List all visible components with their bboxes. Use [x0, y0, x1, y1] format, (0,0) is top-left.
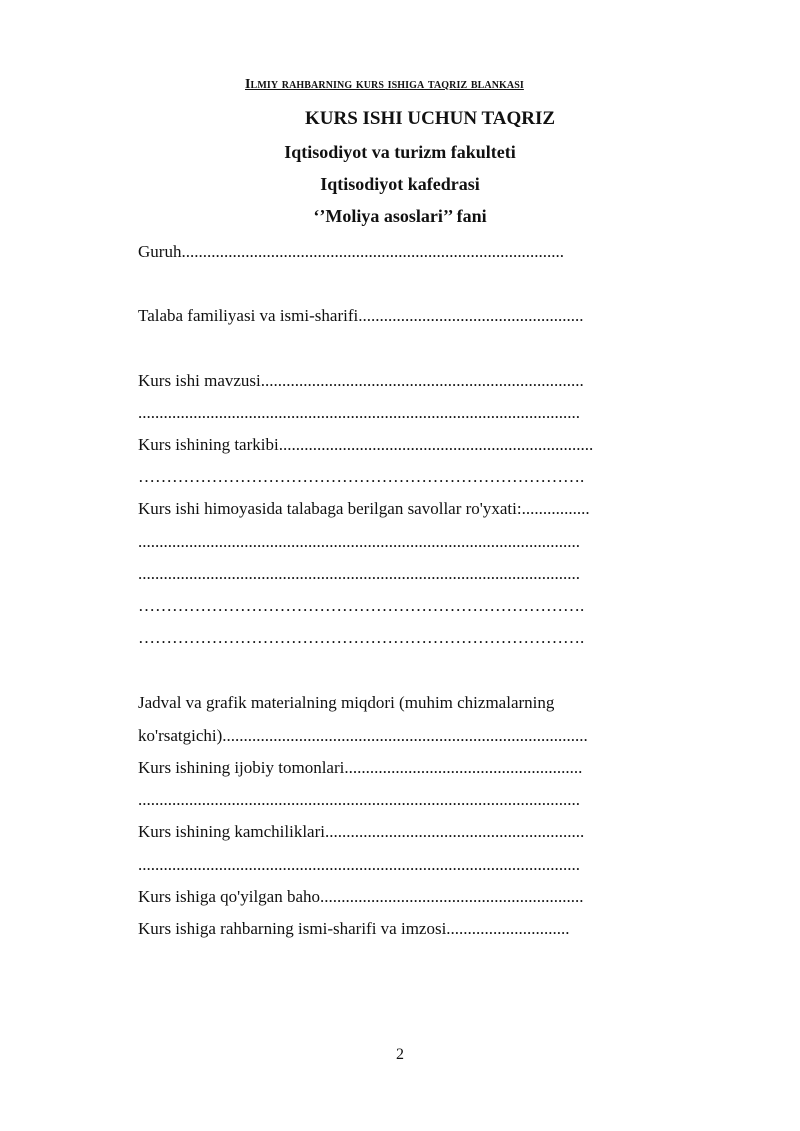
tables-field-cont: ko'rsatgichi)......................................................................................	[138, 726, 588, 745]
faculty-name: Iqtisodiyot va turizm fakulteti	[284, 142, 516, 162]
document-title: KURS ISHI UCHUN TAQRIZ	[304, 108, 556, 129]
topic-field: Kurs ishi mavzusi............................................................................	[138, 371, 584, 390]
group-field: Guruh..........................................................................................	[138, 242, 564, 261]
positive-continuation: ........................................................................................................	[138, 790, 580, 809]
topic-continuation: ........................................................................................................	[138, 403, 580, 422]
questions-line-3: …………………………………………………………………….	[138, 596, 585, 615]
questions-line-2: ........................................................................................................	[138, 564, 580, 583]
supervisor-field: Kurs ishiga rahbarning ismi-sharifi va imzosi.............................	[138, 919, 570, 938]
shortcomings-continuation: ........................................................................................................	[138, 855, 580, 874]
structure-field: Kurs ishining tarkibi..........................................................................	[138, 435, 594, 454]
subject-name: ‘’Moliya asoslari’’ fani	[313, 206, 487, 226]
page-number: 2	[396, 1046, 404, 1063]
questions-line-4: …………………………………………………………………….	[138, 628, 585, 647]
positive-field: Kurs ishining ijobiy tomonlari........................................................	[138, 758, 583, 777]
student-name-field: Talaba familiyasi va ismi-sharifi.....................................................	[138, 306, 584, 325]
department-name: Iqtisodiyot kafedrasi	[320, 174, 480, 194]
grade-field: Kurs ishiga qo'yilgan baho..............................................................	[138, 887, 584, 906]
structure-continuation: …………………………………………………………………….	[138, 467, 585, 486]
tables-field: Jadval va grafik materialning miqdori (muhim chizmalarning	[138, 693, 555, 712]
questions-line-1: ........................................................................................................	[138, 532, 580, 551]
shortcomings-field: Kurs ishining kamchiliklari.............................................................	[138, 822, 585, 841]
form-title: Ilmiy rahbarning kurs ishiga taqriz blankasi	[245, 77, 524, 92]
questions-field: Kurs ishi himoyasida talabaga berilgan savollar ro'yxati:................	[138, 499, 590, 518]
